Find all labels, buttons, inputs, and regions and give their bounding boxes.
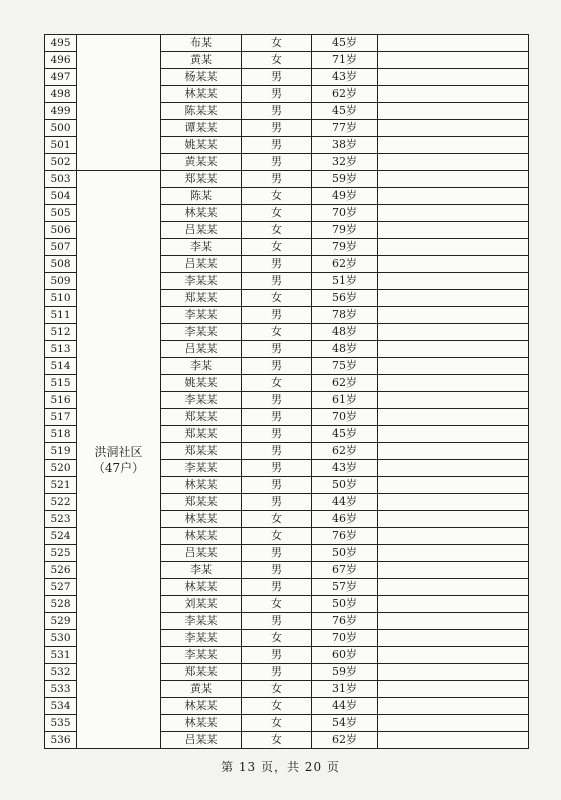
age-cell: 45岁 [312,103,378,120]
table-row [45,35,529,52]
row-number-cell: 527 [45,579,77,596]
name-cell: 郑某某 [161,426,242,443]
blank-cell [378,545,529,562]
sex-cell: 男 [242,86,312,103]
name-cell: 林某某 [161,205,242,222]
row-number-cell: 511 [45,307,77,324]
blank-cell [378,460,529,477]
age-cell: 43岁 [312,69,378,86]
row-number-cell: 499 [45,103,77,120]
row-number-cell: 505 [45,205,77,222]
row-number-cell: 515 [45,375,77,392]
blank-cell [378,86,529,103]
sex-cell: 男 [242,664,312,681]
row-number-cell: 512 [45,324,77,341]
name-cell: 姚某某 [161,137,242,154]
name-cell: 黄某某 [161,154,242,171]
household-count: （47户） [92,460,145,475]
blank-cell [378,443,529,460]
blank-cell [378,528,529,545]
page-number-footer: 第 13 页，共 20 页 [221,760,340,774]
sex-cell: 女 [242,205,312,222]
name-cell: 吕某某 [161,222,242,239]
name-cell: 李某 [161,239,242,256]
age-cell: 62岁 [312,86,378,103]
row-number-cell: 507 [45,239,77,256]
row-number-cell: 504 [45,188,77,205]
blank-cell [378,511,529,528]
row-number-cell: 521 [45,477,77,494]
age-cell: 75岁 [312,358,378,375]
age-cell: 60岁 [312,647,378,664]
age-cell: 62岁 [312,443,378,460]
name-cell: 姚某某 [161,375,242,392]
row-number-cell: 496 [45,52,77,69]
sex-cell: 女 [242,222,312,239]
row-number-cell: 516 [45,392,77,409]
row-number-cell: 536 [45,732,77,749]
name-cell: 杨某某 [161,69,242,86]
sex-cell: 男 [242,256,312,273]
age-cell: 48岁 [312,324,378,341]
name-cell: 李某某 [161,307,242,324]
name-cell: 陈某 [161,188,242,205]
name-cell: 布某 [161,35,242,52]
age-cell: 45岁 [312,426,378,443]
blank-cell [378,494,529,511]
sex-cell: 男 [242,647,312,664]
blank-cell [378,307,529,324]
row-number-cell: 501 [45,137,77,154]
sex-cell: 男 [242,103,312,120]
table-row [45,171,529,188]
row-number-cell: 520 [45,460,77,477]
row-number-cell: 524 [45,528,77,545]
row-number-cell: 517 [45,409,77,426]
age-cell: 62岁 [312,732,378,749]
age-cell: 78岁 [312,307,378,324]
age-cell: 59岁 [312,171,378,188]
sex-cell: 男 [242,120,312,137]
row-number-cell: 533 [45,681,77,698]
blank-cell [378,579,529,596]
age-cell: 62岁 [312,256,378,273]
blank-cell [378,103,529,120]
blank-cell [378,409,529,426]
name-cell: 林某某 [161,715,242,732]
row-number-cell: 503 [45,171,77,188]
blank-cell [378,562,529,579]
blank-cell [378,120,529,137]
row-number-cell: 502 [45,154,77,171]
age-cell: 70岁 [312,205,378,222]
sex-cell: 男 [242,545,312,562]
blank-cell [378,715,529,732]
sex-cell: 男 [242,171,312,188]
age-cell: 50岁 [312,545,378,562]
name-cell: 吕某某 [161,732,242,749]
sex-cell: 男 [242,154,312,171]
row-number-cell: 530 [45,630,77,647]
blank-cell [378,256,529,273]
age-cell: 38岁 [312,137,378,154]
age-cell: 76岁 [312,613,378,630]
name-cell: 林某某 [161,698,242,715]
community-cell [77,35,161,171]
row-number-cell: 531 [45,647,77,664]
blank-cell [378,392,529,409]
row-number-cell: 513 [45,341,77,358]
sex-cell: 女 [242,698,312,715]
name-cell: 李某某 [161,613,242,630]
sex-cell: 女 [242,732,312,749]
blank-cell [378,69,529,86]
name-cell: 吕某某 [161,256,242,273]
sex-cell: 男 [242,409,312,426]
name-cell: 李某某 [161,460,242,477]
row-number-cell: 532 [45,664,77,681]
blank-cell [378,205,529,222]
blank-cell [378,647,529,664]
age-cell: 54岁 [312,715,378,732]
sex-cell: 女 [242,52,312,69]
name-cell: 郑某某 [161,664,242,681]
sex-cell: 女 [242,681,312,698]
name-cell: 李某 [161,358,242,375]
row-number-cell: 534 [45,698,77,715]
row-number-cell: 514 [45,358,77,375]
age-cell: 77岁 [312,120,378,137]
sex-cell: 男 [242,273,312,290]
blank-cell [378,664,529,681]
name-cell: 林某某 [161,511,242,528]
name-cell: 林某某 [161,528,242,545]
blank-cell [378,188,529,205]
row-number-cell: 523 [45,511,77,528]
blank-cell [378,137,529,154]
sex-cell: 男 [242,477,312,494]
name-cell: 郑某某 [161,443,242,460]
sex-cell: 男 [242,426,312,443]
blank-cell [378,426,529,443]
blank-cell [378,290,529,307]
sex-cell: 男 [242,579,312,596]
sex-cell: 男 [242,443,312,460]
name-cell: 郑某某 [161,409,242,426]
name-cell: 林某某 [161,579,242,596]
blank-cell [378,222,529,239]
age-cell: 70岁 [312,409,378,426]
blank-cell [378,273,529,290]
name-cell: 郑某某 [161,494,242,511]
sex-cell: 男 [242,562,312,579]
age-cell: 50岁 [312,596,378,613]
row-number-cell: 500 [45,120,77,137]
age-cell: 56岁 [312,290,378,307]
blank-cell [378,375,529,392]
row-number-cell: 518 [45,426,77,443]
sex-cell: 女 [242,188,312,205]
row-number-cell: 519 [45,443,77,460]
sex-cell: 女 [242,715,312,732]
sex-cell: 女 [242,239,312,256]
sex-cell: 男 [242,460,312,477]
row-number-cell: 535 [45,715,77,732]
blank-cell [378,477,529,494]
name-cell: 林某某 [161,86,242,103]
blank-cell [378,732,529,749]
sex-cell: 男 [242,137,312,154]
row-number-cell: 522 [45,494,77,511]
name-cell: 谭某某 [161,120,242,137]
blank-cell [378,630,529,647]
community-name: 洪洞社区 [94,444,143,459]
name-cell: 吕某某 [161,545,242,562]
sex-cell: 女 [242,528,312,545]
sex-cell: 男 [242,358,312,375]
sex-cell: 男 [242,613,312,630]
blank-cell [378,35,529,52]
row-number-cell: 495 [45,35,77,52]
age-cell: 67岁 [312,562,378,579]
row-number-cell: 525 [45,545,77,562]
row-number-cell: 510 [45,290,77,307]
sex-cell: 女 [242,511,312,528]
sex-cell: 男 [242,494,312,511]
name-cell: 黄某 [161,52,242,69]
age-cell: 51岁 [312,273,378,290]
blank-cell [378,358,529,375]
sex-cell: 男 [242,69,312,86]
name-cell: 黄某 [161,681,242,698]
name-cell: 李某 [161,562,242,579]
sex-cell: 男 [242,307,312,324]
name-cell: 陈某某 [161,103,242,120]
blank-cell [378,154,529,171]
row-number-cell: 509 [45,273,77,290]
age-cell: 45岁 [312,35,378,52]
blank-cell [378,171,529,188]
community-cell [77,171,161,749]
age-cell: 43岁 [312,460,378,477]
age-cell: 48岁 [312,341,378,358]
age-cell: 57岁 [312,579,378,596]
row-number-cell: 497 [45,69,77,86]
row-number-cell: 498 [45,86,77,103]
name-cell: 李某某 [161,324,242,341]
age-cell: 46岁 [312,511,378,528]
name-cell: 李某某 [161,392,242,409]
name-cell: 吕某某 [161,341,242,358]
name-cell: 李某某 [161,647,242,664]
sex-cell: 女 [242,324,312,341]
blank-cell [378,681,529,698]
age-cell: 76岁 [312,528,378,545]
blank-cell [378,341,529,358]
sex-cell: 男 [242,392,312,409]
sex-cell: 女 [242,35,312,52]
age-cell: 31岁 [312,681,378,698]
age-cell: 61岁 [312,392,378,409]
household-table [44,34,529,749]
age-cell: 44岁 [312,494,378,511]
blank-cell [378,324,529,341]
age-cell: 44岁 [312,698,378,715]
name-cell: 刘某某 [161,596,242,613]
blank-cell [378,613,529,630]
age-cell: 71岁 [312,52,378,69]
blank-cell [378,596,529,613]
age-cell: 49岁 [312,188,378,205]
sex-cell: 女 [242,375,312,392]
row-number-cell: 528 [45,596,77,613]
age-cell: 32岁 [312,154,378,171]
age-cell: 50岁 [312,477,378,494]
row-number-cell: 529 [45,613,77,630]
name-cell: 林某某 [161,477,242,494]
name-cell: 李某某 [161,273,242,290]
sex-cell: 女 [242,596,312,613]
name-cell: 郑某某 [161,290,242,307]
sex-cell: 女 [242,630,312,647]
sex-cell: 女 [242,290,312,307]
blank-cell [378,698,529,715]
name-cell: 郑某某 [161,171,242,188]
sex-cell: 男 [242,341,312,358]
row-number-cell: 508 [45,256,77,273]
blank-cell [378,52,529,69]
row-number-cell: 526 [45,562,77,579]
age-cell: 59岁 [312,664,378,681]
table-body [45,35,529,749]
name-cell: 李某某 [161,630,242,647]
age-cell: 79岁 [312,222,378,239]
row-number-cell: 506 [45,222,77,239]
blank-cell [378,239,529,256]
age-cell: 79岁 [312,239,378,256]
age-cell: 70岁 [312,630,378,647]
age-cell: 62岁 [312,375,378,392]
